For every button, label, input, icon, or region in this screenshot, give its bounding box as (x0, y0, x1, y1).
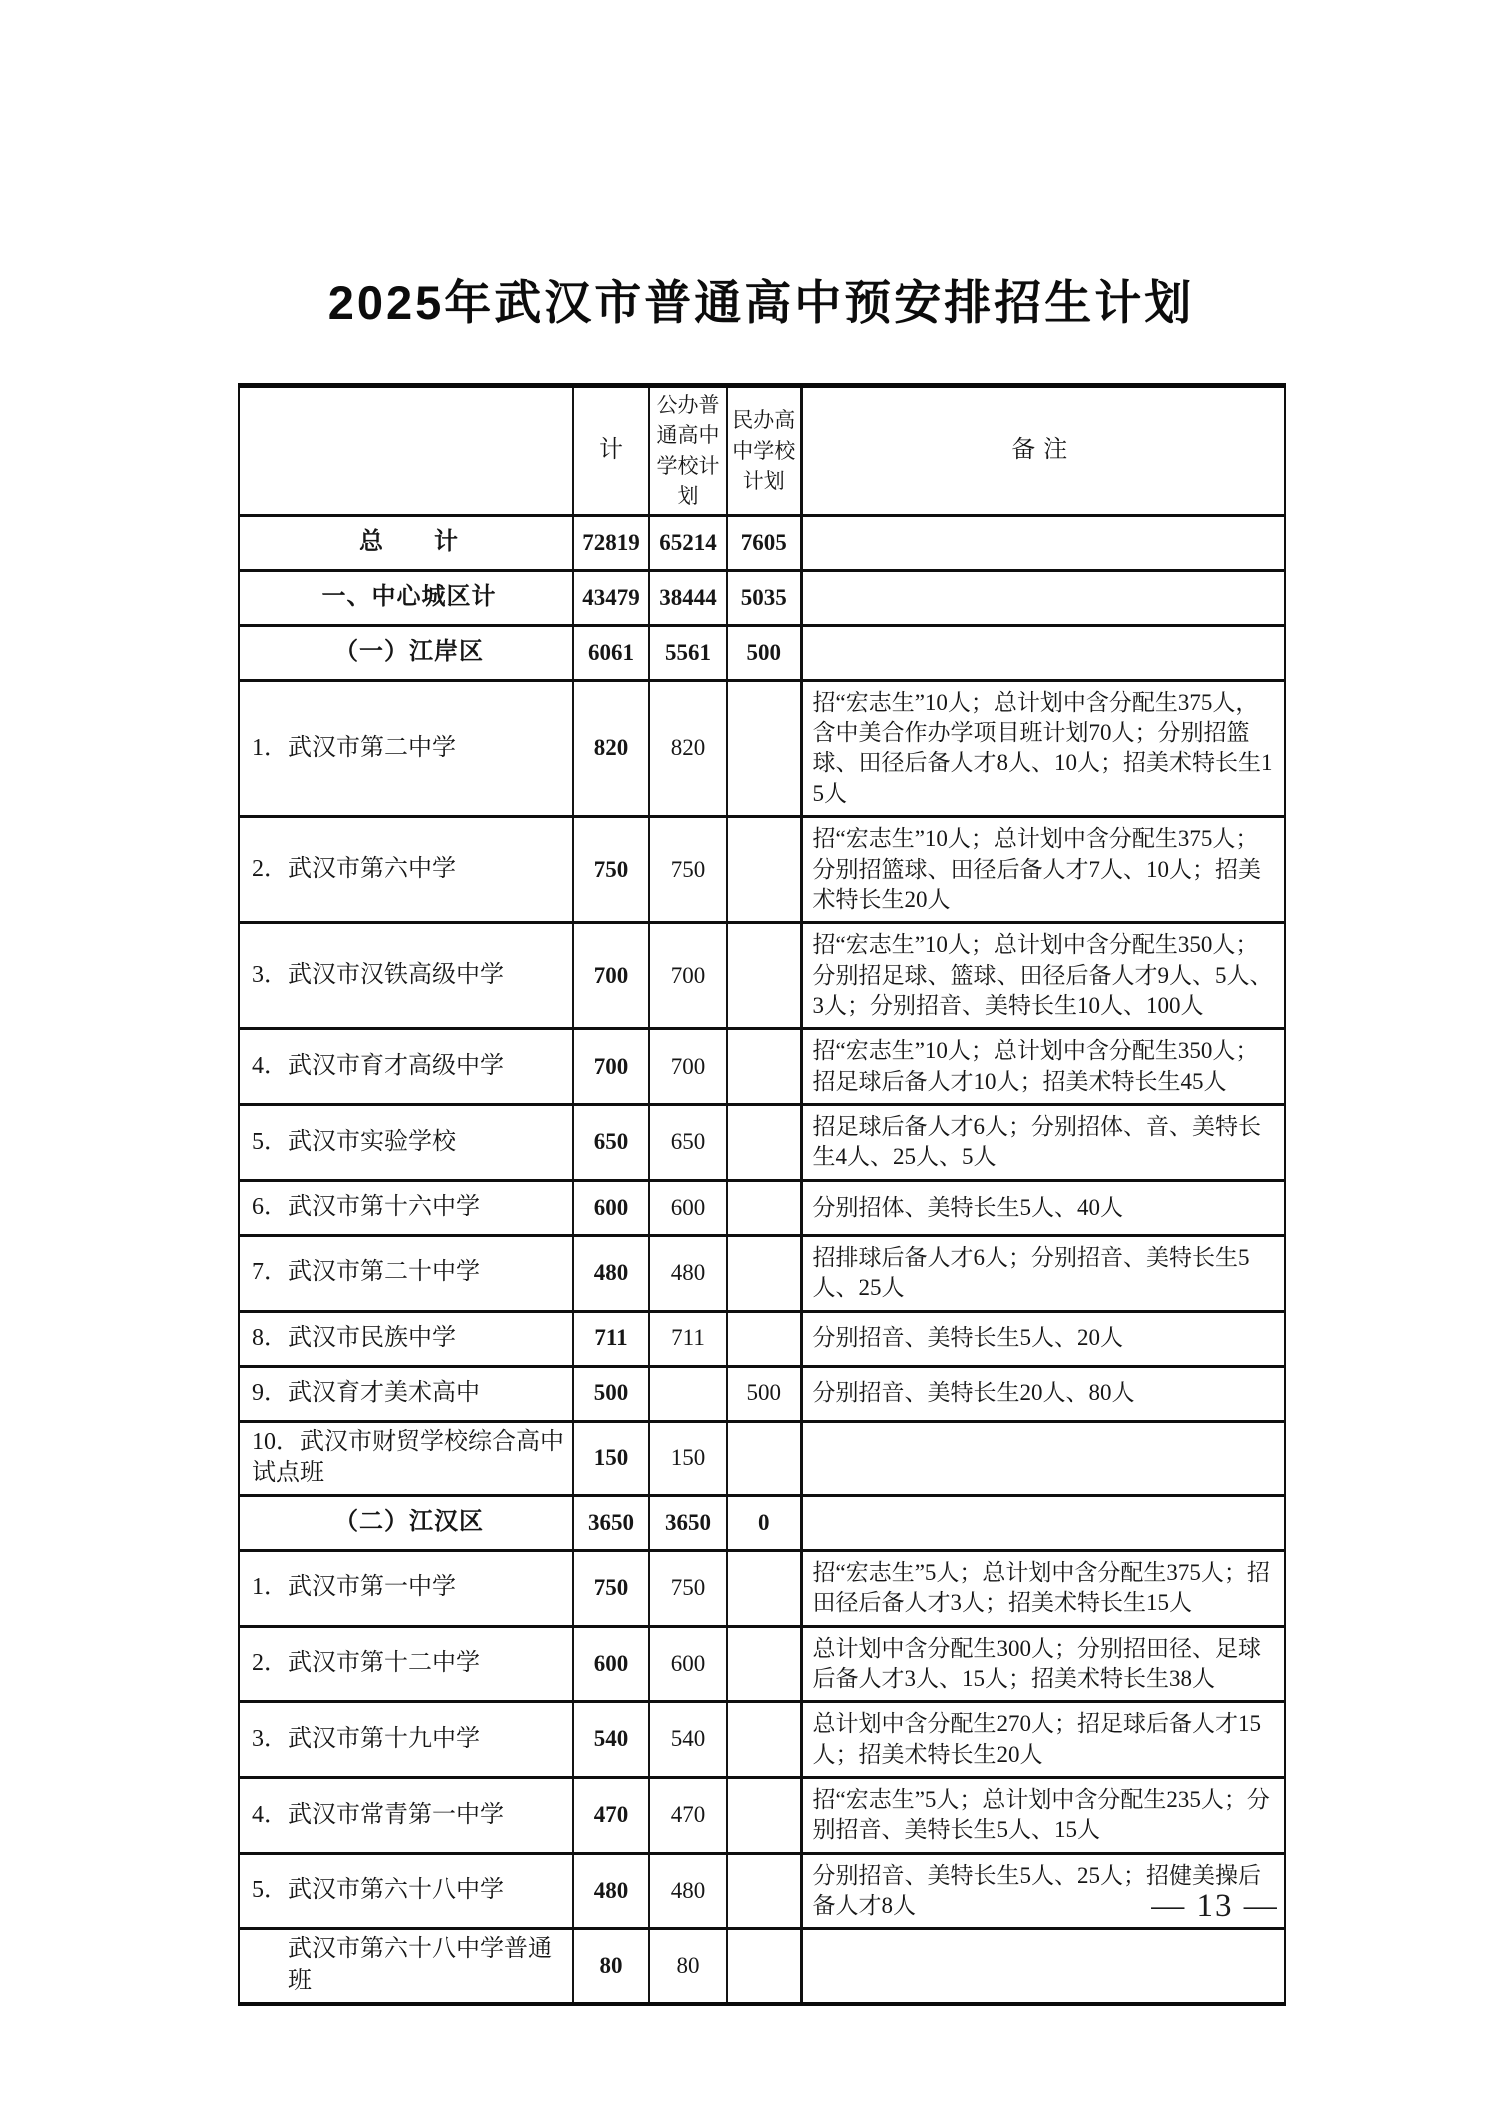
public-plan-cell: 470 (649, 1778, 727, 1854)
total-plan-cell: 80 (573, 1929, 649, 2004)
table-row (239, 1366, 1285, 1421)
table-row (239, 1929, 1285, 2004)
total-plan-cell: 150 (573, 1421, 649, 1495)
public-plan-cell: 600 (649, 1180, 727, 1235)
page-number: — 13 — (1151, 1888, 1279, 1924)
remark-cell: 招“宏志生”10人；总计划中含分配生350人；分别招足球、篮球、田径后备人才9人、5人、3人；分别招音、美特长生10人、100人 (801, 923, 1285, 1029)
enrollment-plan-table (238, 383, 1286, 2006)
public-plan-cell: 711 (649, 1311, 727, 1366)
table-row (239, 817, 1285, 923)
public-plan-cell: 650 (649, 1105, 727, 1181)
public-plan-cell: 38444 (649, 570, 727, 625)
total-plan-cell: 480 (573, 1853, 649, 1929)
remark-cell: 分别招体、美特长生5人、40人 (801, 1180, 1285, 1235)
school-name-cell: 8．武汉市民族中学 (239, 1311, 573, 1366)
table-row (239, 1550, 1285, 1626)
remark-cell (801, 515, 1285, 570)
private-plan-cell (727, 1105, 801, 1181)
school-name-cell: 6．武汉市第十六中学 (239, 1180, 573, 1235)
public-plan-cell: 540 (649, 1702, 727, 1778)
remark-cell: 招排球后备人才6人；分别招音、美特长生5人、25人 (801, 1235, 1285, 1311)
table-row (239, 680, 1285, 816)
total-plan-cell: 750 (573, 817, 649, 923)
remark-cell: 分别招音、美特长生20人、80人 (801, 1366, 1285, 1421)
school-name-cell: 5．武汉市第六十八中学 (239, 1853, 573, 1929)
public-plan-cell: 80 (649, 1929, 727, 2004)
table-body (239, 515, 1285, 2004)
public-plan-cell: 480 (649, 1235, 727, 1311)
total-plan-cell: 820 (573, 680, 649, 816)
public-plan-cell: 600 (649, 1626, 727, 1702)
table-row (239, 1778, 1285, 1854)
school-name-cell: 5．武汉市实验学校 (239, 1105, 573, 1181)
total-plan-cell: 480 (573, 1235, 649, 1311)
total-plan-cell: 600 (573, 1626, 649, 1702)
remark-cell: 总计划中含分配生270人；招足球后备人才15人；招美术特长生20人 (801, 1702, 1285, 1778)
school-name-cell: 9．武汉育才美术高中 (239, 1366, 573, 1421)
public-plan-cell: 820 (649, 680, 727, 816)
total-plan-cell: 540 (573, 1702, 649, 1778)
private-plan-cell (727, 1778, 801, 1854)
total-plan-cell: 600 (573, 1180, 649, 1235)
header-school-column (239, 386, 573, 516)
header-total-column: 计 (573, 386, 649, 516)
remark-cell: 招“宏志生”10人；总计划中含分配生375人；分别招篮球、田径后备人才7人、10人；招美术特长生20人 (801, 817, 1285, 923)
remark-cell: 招“宏志生”5人；总计划中含分配生235人；分别招音、美特长生5人、15人 (801, 1778, 1285, 1854)
school-name-cell: 10．武汉市财贸学校综合高中试点班 (239, 1421, 573, 1495)
school-name-cell: 3．武汉市汉铁高级中学 (239, 923, 573, 1029)
total-plan-cell: 72819 (573, 515, 649, 570)
table-row (239, 1495, 1285, 1550)
table-row (239, 1029, 1285, 1105)
school-name-cell: （二）江汉区 (239, 1495, 573, 1550)
page-title: 2025年武汉市普通高中预安排招生计划 (327, 276, 1195, 329)
private-plan-cell (727, 817, 801, 923)
private-plan-cell: 0 (727, 1495, 801, 1550)
remark-cell: 招“宏志生”5人；总计划中含分配生375人；招田径后备人才3人；招美术特长生15人 (801, 1550, 1285, 1626)
private-plan-cell: 5035 (727, 570, 801, 625)
total-plan-cell: 6061 (573, 625, 649, 680)
total-plan-cell: 500 (573, 1366, 649, 1421)
private-plan-cell (727, 923, 801, 1029)
public-plan-cell: 700 (649, 923, 727, 1029)
school-name-cell: 7．武汉市第二十中学 (239, 1235, 573, 1311)
private-plan-cell (727, 680, 801, 816)
school-name-cell: 4．武汉市常青第一中学 (239, 1778, 573, 1854)
table-row (239, 923, 1285, 1029)
school-name-cell: 4．武汉市育才高级中学 (239, 1029, 573, 1105)
remark-cell (801, 1421, 1285, 1495)
school-name-cell: 3．武汉市第十九中学 (239, 1702, 573, 1778)
public-plan-cell: 3650 (649, 1495, 727, 1550)
private-plan-cell (727, 1235, 801, 1311)
public-plan-cell: 750 (649, 1550, 727, 1626)
private-plan-cell (727, 1853, 801, 1929)
remark-cell: 总计划中含分配生300人；分别招田径、足球后备人才3人、15人；招美术特长生38人 (801, 1626, 1285, 1702)
table-row (239, 625, 1285, 680)
private-plan-cell (727, 1550, 801, 1626)
private-plan-cell: 7605 (727, 515, 801, 570)
remark-cell (801, 1495, 1285, 1550)
school-name-cell: 1．武汉市第一中学 (239, 1550, 573, 1626)
private-plan-cell (727, 1421, 801, 1495)
table-row (239, 1235, 1285, 1311)
table-row (239, 515, 1285, 570)
private-plan-cell (727, 1702, 801, 1778)
total-plan-cell: 700 (573, 923, 649, 1029)
remark-cell: 招“宏志生”10人；总计划中含分配生350人；招足球后备人才10人；招美术特长生45人 (801, 1029, 1285, 1105)
total-plan-cell: 43479 (573, 570, 649, 625)
table-row (239, 1105, 1285, 1181)
table-row (239, 1180, 1285, 1235)
table-header (239, 386, 1285, 516)
remark-cell (801, 1929, 1285, 2004)
table-row (239, 570, 1285, 625)
table-row (239, 1311, 1285, 1366)
total-plan-cell: 750 (573, 1550, 649, 1626)
total-plan-cell: 711 (573, 1311, 649, 1366)
table-row (239, 1702, 1285, 1778)
school-name-cell: （一）江岸区 (239, 625, 573, 680)
remark-cell: 分别招音、美特长生5人、20人 (801, 1311, 1285, 1366)
school-name-cell: 1．武汉市第二中学 (239, 680, 573, 816)
public-plan-cell: 5561 (649, 625, 727, 680)
private-plan-cell (727, 1180, 801, 1235)
table-row (239, 1421, 1285, 1495)
public-plan-cell: 150 (649, 1421, 727, 1495)
school-name-cell: 总 计 (239, 515, 573, 570)
private-plan-cell (727, 1626, 801, 1702)
table-row (239, 1853, 1285, 1929)
public-plan-cell: 480 (649, 1853, 727, 1929)
school-name-cell: 一、中心城区计 (239, 570, 573, 625)
public-plan-cell: 750 (649, 817, 727, 923)
total-plan-cell: 700 (573, 1029, 649, 1105)
private-plan-cell (727, 1311, 801, 1366)
total-plan-cell: 650 (573, 1105, 649, 1181)
header-row (239, 386, 1285, 516)
total-plan-cell: 3650 (573, 1495, 649, 1550)
header-public-column: 公办普通高中学校计划 (649, 386, 727, 516)
remark-cell: 招足球后备人才6人；分别招体、音、美特长生4人、25人、5人 (801, 1105, 1285, 1181)
public-plan-cell: 65214 (649, 515, 727, 570)
public-plan-cell: 700 (649, 1029, 727, 1105)
remark-cell (801, 570, 1285, 625)
public-plan-cell (649, 1366, 727, 1421)
table-row (239, 1626, 1285, 1702)
remark-cell (801, 625, 1285, 680)
remark-cell: 分别招音、美特长生5人、25人；招健美操后备人才8人 (801, 1853, 1285, 1929)
header-remark-column: 备注 (801, 386, 1285, 516)
school-name-cell: 2．武汉市第六中学 (239, 817, 573, 923)
total-plan-cell: 470 (573, 1778, 649, 1854)
header-private-column: 民办高中学校计划 (727, 386, 801, 516)
school-name-cell: 2．武汉市第十二中学 (239, 1626, 573, 1702)
school-name-cell: 武汉市第六十八中学普通班 (239, 1929, 573, 2004)
remark-cell: 招“宏志生”10人；总计划中含分配生375人，含中美合作办学项目班计划70人；分别招篮球、田径后备人才8人、10人；招美术特长生15人 (801, 680, 1285, 816)
private-plan-cell: 500 (727, 625, 801, 680)
private-plan-cell (727, 1929, 801, 2004)
private-plan-cell (727, 1029, 801, 1105)
private-plan-cell: 500 (727, 1366, 801, 1421)
